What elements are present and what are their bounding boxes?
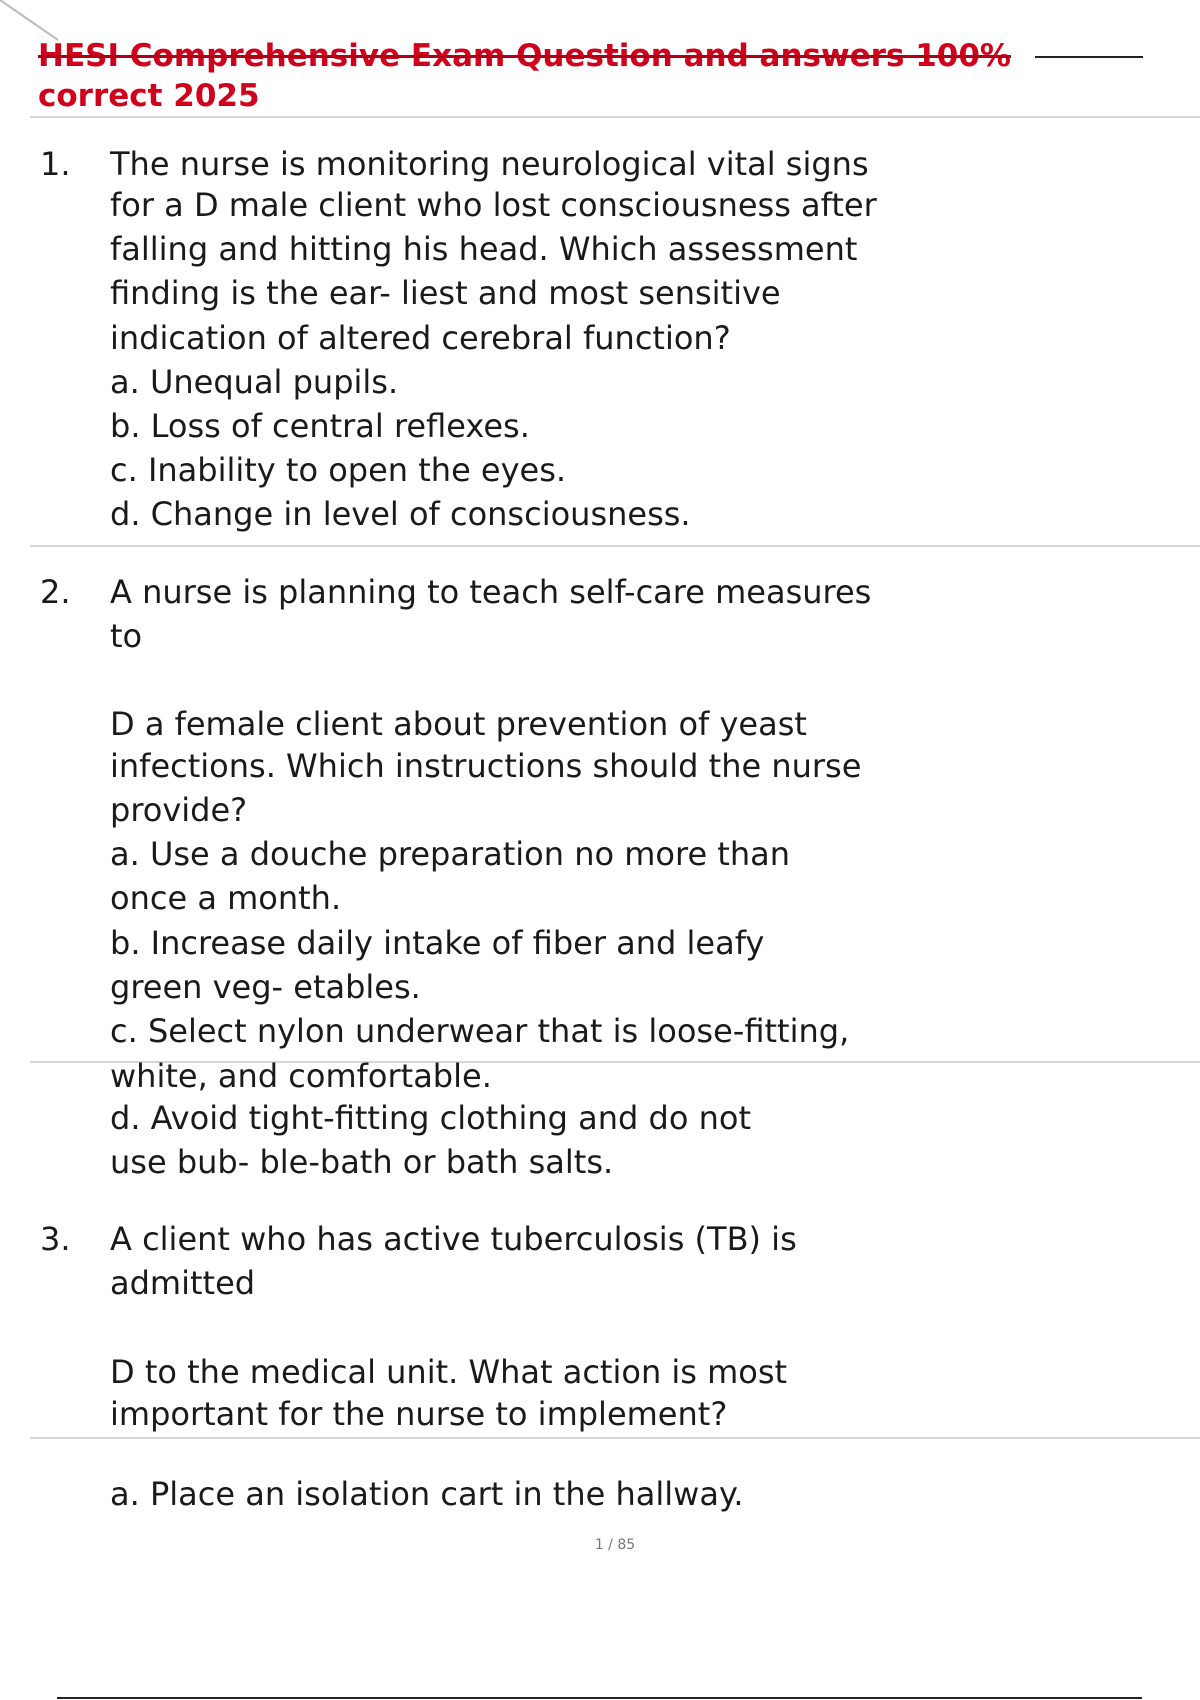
- title-line-2: correct 2025: [38, 78, 260, 114]
- option-text: Increase daily intake of fiber and leafy: [150, 924, 765, 962]
- question-stem-line: D a female client about prevention of yeast: [110, 705, 807, 743]
- option-text: Inability to open the eyes.: [147, 451, 567, 489]
- page-number: 1 / 85: [594, 1537, 636, 1553]
- answer-option-continuation: use bub- ble-bath or bath salts.: [110, 1143, 614, 1181]
- option-text: Use a douche preparation no more than: [149, 835, 791, 873]
- answer-option: [110, 406, 530, 446]
- option-text: Loss of central reflexes.: [150, 407, 530, 445]
- question-number: 1.: [40, 145, 71, 183]
- answer-option-continuation: once a month.: [110, 879, 342, 917]
- option-letter: d.: [110, 495, 141, 533]
- question-stem-line: D to the medical unit. What action is most: [110, 1353, 788, 1391]
- question-stem-line: infections. Which instructions should the nurse: [110, 747, 862, 785]
- question-stem-line: falling and hitting his head. Which assessment: [110, 230, 858, 268]
- question-stem-line: indication of altered cerebral function?: [110, 319, 731, 357]
- answer-option-continuation: white, and comfortable.: [110, 1057, 492, 1095]
- question-stem-line: The nurse is monitoring neurological vital signs: [110, 145, 869, 183]
- answer-option: [110, 923, 764, 963]
- option-letter: a.: [110, 363, 140, 401]
- option-text: Place an isolation cart in the hallway.: [149, 1475, 744, 1513]
- question-stem-line: finding is the ear- liest and most sensitive: [110, 274, 781, 312]
- answer-option-continuation: green veg- etables.: [110, 968, 421, 1006]
- question-stem-line: admitted: [110, 1264, 256, 1302]
- question-stem-line: to: [110, 617, 143, 655]
- answer-option: [110, 834, 790, 874]
- title-line-1: HESI Comprehensive Exam Question and answers 100%: [38, 38, 1011, 74]
- answer-option: [110, 1011, 849, 1051]
- question-number: 2.: [40, 573, 71, 611]
- option-text: Unequal pupils.: [149, 363, 399, 401]
- question-stem-line: for a D male client who lost consciousness after: [110, 186, 877, 224]
- document-title: [38, 36, 1138, 116]
- option-text: Change in level of consciousness.: [150, 495, 691, 533]
- option-letter: b.: [110, 924, 141, 962]
- answer-option: [110, 1474, 743, 1514]
- option-letter: a.: [110, 835, 140, 873]
- answer-option: [110, 494, 691, 534]
- option-text: Select nylon underwear that is loose-fitting,: [147, 1012, 850, 1050]
- answer-option: [110, 1098, 751, 1138]
- question-stem-line: A nurse is planning to teach self-care measures: [110, 573, 872, 611]
- option-letter: b.: [110, 407, 141, 445]
- title-rule: [1035, 56, 1143, 58]
- divider: [30, 116, 1200, 118]
- option-letter: d.: [110, 1099, 141, 1137]
- question-stem-line: important for the nurse to implement?: [110, 1395, 728, 1433]
- option-letter: c.: [110, 451, 138, 489]
- question-stem-line: provide?: [110, 791, 248, 829]
- divider: [30, 545, 1200, 547]
- question-number: 3.: [40, 1220, 71, 1258]
- option-text: Avoid tight-fitting clothing and do not: [150, 1099, 751, 1137]
- option-letter: c.: [110, 1012, 138, 1050]
- bottom-rule: [57, 1697, 1142, 1699]
- answer-option: [110, 362, 398, 402]
- answer-option: [110, 450, 566, 490]
- option-letter: a.: [110, 1475, 140, 1513]
- question-stem-line: A client who has active tuberculosis (TB) is: [110, 1220, 797, 1258]
- divider: [30, 1437, 1200, 1439]
